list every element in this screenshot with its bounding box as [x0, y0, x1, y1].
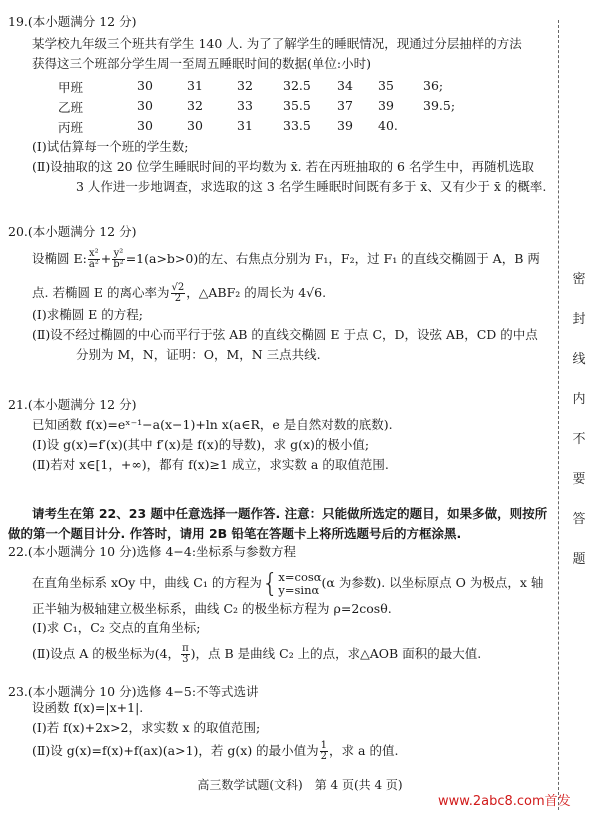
q19-part1: (Ⅰ)试估算每一个班的学生数; [32, 139, 189, 154]
plus-sign: + [100, 251, 112, 266]
table-cell: 39.5; [423, 98, 456, 113]
q23-part2 [32, 738, 398, 764]
q20-header: 20.(本小题满分 12 分) [8, 224, 137, 239]
class-label: 乙班 [58, 100, 84, 115]
q20-part2-line2: 分别为 M，N，证明：O，M，N 三点共线. [76, 347, 321, 362]
parametric-system [278, 571, 321, 597]
table-cell: 34 [337, 78, 353, 93]
q22-part2-start: (Ⅱ)设点 A 的极坐标为(4， [32, 646, 181, 661]
sidebar-char: 不 [572, 432, 586, 447]
numerator: 1 [320, 740, 328, 751]
q23-part1: (Ⅰ)若 f(x)+2x>2，求实数 x 的取值范围; [32, 720, 261, 735]
q20-line1-end: =1(a>b>0)的左、右焦点分别为 F₁，F₂，过 F₁ 的直线交椭圆于 A，B 两 [125, 251, 540, 266]
denominator: b² [113, 259, 124, 270]
table-cell: 30 [137, 118, 153, 133]
q22-line1-end: (α 为参数). 以坐标原点 O 为极点，x 轴 [321, 575, 544, 590]
x2-over-a2-fraction [88, 249, 100, 270]
y2-over-b2-fraction [112, 249, 124, 270]
page-footer: 高三数学试题(文科) 第 4 页(共 4 页) [197, 778, 403, 792]
table-cell: 33 [237, 98, 253, 113]
table-cell: 39 [337, 118, 353, 133]
q23-line1: 设函数 f(x)=|x+1|. [32, 700, 144, 715]
watermark: www.2abc8.com首发 [438, 794, 571, 809]
q19-intro-line2: 获得这三个班部分学生周一至周五睡眠时间的数据(单位:小时) [32, 56, 371, 71]
sealing-dashed-line [558, 20, 560, 810]
q20-line2-end: ，△ABF₂ 的周长为 4√6. [186, 285, 327, 300]
sidebar-char: 密 [572, 272, 586, 287]
q21-part1: (Ⅰ)设 g(x)=f′(x)(其中 f′(x)是 f(x)的导数)，求 g(x)的极小值; [32, 437, 370, 452]
q20-part1: (Ⅰ)求椭圆 E 的方程; [32, 307, 143, 322]
q21-header: 21.(本小题满分 12 分) [8, 397, 137, 412]
sidebar-char: 内 [572, 392, 586, 407]
pi-over-3-fraction [181, 644, 190, 665]
denominator: 3 [182, 654, 189, 665]
q23-part2-end: ，求 a 的值. [329, 743, 399, 758]
eccentricity-fraction [171, 283, 186, 304]
table-cell: 37 [337, 98, 353, 113]
table-cell: 39 [378, 98, 394, 113]
table-cell: 30 [137, 78, 153, 93]
left-brace-icon: { [261, 568, 279, 599]
q22-part1: (Ⅰ)求 C₁，C₂ 交点的直角坐标; [32, 620, 201, 635]
q23-part2-start: (Ⅱ)设 g(x)=f(x)+f(ax)(a>1)，若 g(x) 的最小值为 [32, 743, 319, 758]
table-cell: 35 [378, 78, 394, 93]
q22-part2 [32, 641, 481, 667]
q20-line1-start: 设椭圆 E: [32, 251, 87, 266]
table-cell: 31 [187, 78, 203, 93]
numerator: π [182, 643, 189, 654]
notice-line1: 请考生在第 22、23 题中任意选择一题作答. 注意：只能做所选定的题目，如果多做，则按所 [32, 506, 548, 521]
q21-part2: (Ⅱ)若对 x∈[1，+∞)，都有 f(x)≥1 成立，求实数 a 的取值范围. [32, 457, 389, 472]
sidebar-char: 线 [572, 352, 586, 367]
q23-header: 23.(本小题满分 10 分)选修 4−5:不等式选讲 [8, 684, 259, 699]
q19-part2-line1: (Ⅱ)设抽取的这 20 位学生睡眠时间的平均数为 x̄. 若在丙班抽取的 6 名学生中，再随机选取 [32, 159, 534, 174]
numerator: √2 [171, 282, 185, 293]
table-cell: 31 [237, 118, 253, 133]
system-eq1: x=cosα [278, 569, 322, 584]
denominator: 2 [320, 751, 328, 762]
q19-part2-line2: 3 人作进一步地调查，求选取的这 3 名学生睡眠时间既有多于 x̄、又有少于 x̄ 的概率. [76, 179, 547, 194]
table-cell: 36; [423, 78, 444, 93]
q21-line1: 已知函数 f(x)=eˣ⁻¹−a(x−1)+ln x(a∈R，e 是自然对数的底数). [32, 417, 393, 432]
table-cell: 33.5 [283, 118, 311, 133]
table-cell: 35.5 [283, 98, 311, 113]
sidebar-char: 要 [572, 472, 586, 487]
q20-line2-start: 点. 若椭圆 E 的离心率为 [32, 285, 170, 300]
q22-part2-end: )，点 B 是曲线 C₂ 上的点，求△AOB 面积的最大值. [190, 646, 482, 661]
q20-line2 [32, 283, 326, 304]
class-label: 丙班 [58, 120, 84, 135]
table-cell: 30 [187, 118, 203, 133]
table-cell: 32 [237, 78, 253, 93]
q20-part2-line1: (Ⅱ)设不经过椭圆的中心而平行于弦 AB 的直线交椭圆 E 于点 C，D，设弦 AB，CD 的中点 [32, 327, 538, 342]
numerator: y² [113, 248, 124, 259]
q22-line1 [32, 568, 543, 598]
q19-intro-line1: 某学校九年级三个班共有学生 140 人. 为了了解学生的睡眠情况，现通过分层抽样的方法 [32, 36, 522, 51]
q19-header: 19.(本小题满分 12 分) [8, 14, 137, 29]
class-label: 甲班 [58, 80, 84, 95]
table-cell: 32 [187, 98, 203, 113]
table-cell: 32.5 [283, 78, 311, 93]
numerator: x² [88, 248, 99, 259]
sidebar-char: 题 [572, 552, 586, 567]
table-cell: 40. [378, 118, 398, 133]
sidebar-char: 封 [572, 312, 586, 327]
table-cell: 30 [137, 98, 153, 113]
q22-line2: 正半轴为极轴建立极坐标系，曲线 C₂ 的极坐标方程为 ρ=2cosθ. [32, 601, 392, 616]
q22-header: 22.(本小题满分 10 分)选修 4−4:坐标系与参数方程 [8, 544, 297, 559]
denominator: 2 [174, 293, 182, 304]
denominator: a² [88, 259, 99, 270]
notice-line2: 做的第一个题目计分. 作答时，请用 2B 铅笔在答题卡上将所选题号后的方框涂黑. [8, 526, 462, 541]
system-eq2: y=sinα [278, 582, 320, 597]
q22-line1-start: 在直角坐标系 xOy 中，曲线 C₁ 的方程为 [32, 575, 262, 590]
q20-line1 [32, 249, 540, 270]
sidebar-char: 答 [572, 512, 586, 527]
one-half-fraction [320, 741, 328, 762]
